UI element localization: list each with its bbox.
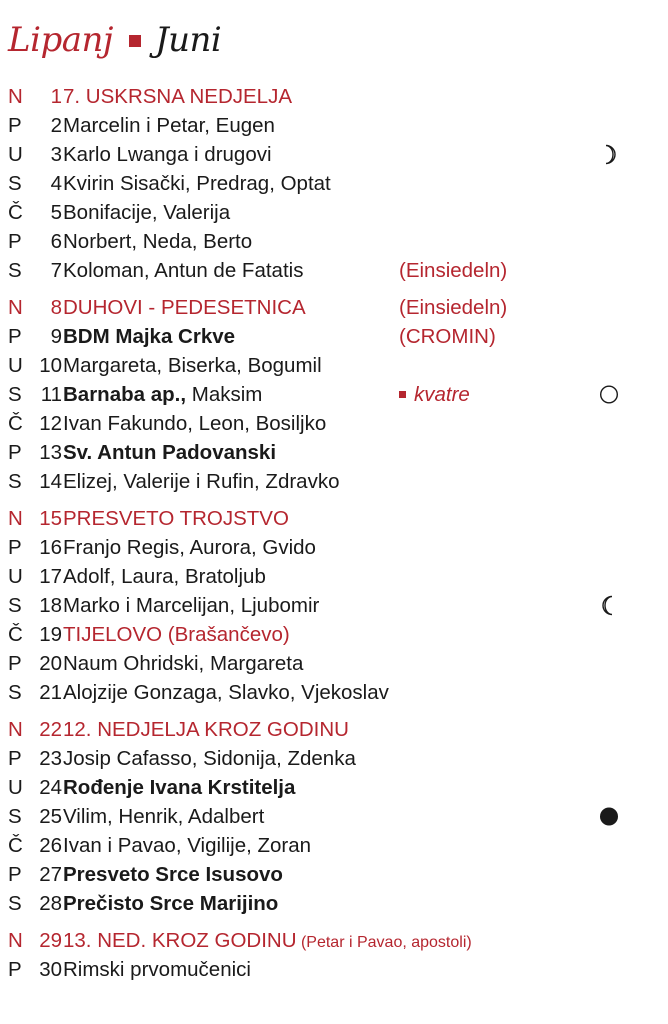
weekday-letter: U	[8, 776, 23, 799]
day-saints	[63, 256, 303, 285]
weekday-letter: P	[8, 114, 22, 137]
day-row	[8, 82, 648, 111]
weekday-letter: S	[8, 259, 22, 282]
day-row	[8, 467, 648, 496]
day-row	[8, 533, 648, 562]
weekday-letter: P	[8, 536, 22, 559]
weekday-letter: P	[8, 441, 22, 464]
saint-names: 12. NEDJELJA KROZ GODINU	[63, 718, 349, 741]
weekday-letter: Č	[8, 201, 23, 224]
day-number: 8	[50, 296, 62, 319]
saint-names: PRESVETO TROJSTVO	[63, 507, 289, 530]
day-note	[399, 256, 507, 285]
saint-names: Josip Cafasso, Sidonija, Zdenka	[63, 747, 356, 770]
day-saints	[63, 773, 295, 802]
day-number: 2	[50, 114, 62, 137]
day-row	[8, 773, 648, 802]
day-number: 3	[50, 143, 62, 166]
day-row	[8, 678, 648, 707]
day-row	[8, 293, 648, 322]
day-note	[399, 322, 496, 351]
weekday-letter: N	[8, 507, 23, 530]
month-title-croatian: Lipanj	[8, 20, 113, 60]
day-number: 28	[39, 892, 62, 915]
day-row	[8, 649, 648, 678]
saint-names: Naum Ohridski, Margareta	[63, 652, 304, 675]
weekday-letter: P	[8, 652, 22, 675]
feast-name-bold: Prečisto Srce Marijino	[63, 892, 279, 915]
saint-names: Ivan Fakundo, Leon, Bosiljko	[63, 412, 327, 435]
weekday-letter: S	[8, 383, 22, 406]
saint-names: TIJELOVO (Brašančevo)	[63, 623, 290, 646]
page-header	[8, 10, 221, 70]
day-row	[8, 504, 648, 533]
day-row	[8, 111, 648, 140]
day-saints	[63, 591, 319, 620]
day-saints	[63, 649, 303, 678]
day-number: 24	[39, 776, 62, 799]
day-saints	[63, 926, 472, 957]
weekday-letter: P	[8, 958, 22, 981]
month-title-german: Juni	[154, 20, 222, 60]
weekday-letter: P	[8, 230, 22, 253]
weekday-letter: S	[8, 594, 22, 617]
weekday-letter: N	[8, 929, 23, 952]
saint-names: 7. USKRSNA NEDJELJA	[63, 85, 292, 108]
day-number: 18	[39, 594, 62, 617]
weekday-letter: S	[8, 172, 22, 195]
day-row	[8, 620, 648, 649]
weekday-letter: Č	[8, 623, 23, 646]
day-row	[8, 802, 648, 831]
saint-names: Margareta, Biserka, Bogumil	[63, 354, 322, 377]
weekday-letter: S	[8, 681, 22, 704]
day-number: 19	[39, 623, 62, 646]
weekday-letter: U	[8, 354, 23, 377]
saint-names: Ivan i Pavao, Vigilije, Zoran	[63, 834, 312, 857]
saint-names: Franjo Regis, Aurora, Gvido	[63, 536, 316, 559]
day-row	[8, 889, 648, 918]
day-row	[8, 955, 648, 984]
day-row	[8, 198, 648, 227]
weekday-letter: Č	[8, 412, 23, 435]
saint-names: Koloman, Antun de Fatatis	[63, 259, 304, 282]
saint-names: Rimski prvomučenici	[63, 958, 251, 981]
weekday-letter: Č	[8, 834, 23, 857]
day-saints	[63, 322, 235, 351]
day-saints	[63, 715, 349, 744]
saint-names: DUHOVI - PEDESETNICA	[63, 296, 306, 319]
day-number: 7	[50, 259, 62, 282]
day-saints	[63, 562, 266, 591]
weekday-letter: P	[8, 863, 22, 886]
day-number: 11	[40, 383, 62, 406]
day-number: 15	[39, 507, 62, 530]
day-saints	[63, 831, 311, 860]
day-number: 22	[39, 718, 62, 741]
day-saints	[63, 533, 316, 562]
day-number: 13	[39, 441, 62, 464]
day-saints	[63, 467, 339, 496]
day-number: 16	[39, 536, 62, 559]
weekday-letter: P	[8, 747, 22, 770]
weekday-letter: N	[8, 85, 23, 108]
day-row	[8, 591, 648, 620]
day-note-text: (Einsiedeln)	[399, 296, 508, 319]
day-saints	[63, 227, 252, 256]
day-number: 23	[39, 747, 62, 770]
weekday-letter: U	[8, 565, 23, 588]
feast-name-bold: Rođenje Ivana Krstitelja	[63, 776, 296, 799]
day-saints	[63, 111, 275, 140]
day-saints	[63, 293, 306, 322]
note-square-marker	[399, 391, 406, 398]
day-saints	[63, 860, 283, 889]
day-number: 30	[39, 958, 62, 981]
day-number: 5	[50, 201, 62, 224]
saint-names: Maksim	[186, 383, 263, 406]
day-note-text: (CROMIN)	[399, 325, 496, 348]
day-note	[399, 380, 470, 409]
day-row	[8, 860, 648, 889]
day-row	[8, 409, 648, 438]
day-row	[8, 831, 648, 860]
day-number: 27	[39, 863, 62, 886]
day-row	[8, 715, 648, 744]
saint-names: Bonifacije, Valerija	[63, 201, 231, 224]
weekday-letter: N	[8, 718, 23, 741]
day-number: 26	[39, 834, 62, 857]
day-saints	[63, 169, 331, 198]
day-saints	[63, 351, 322, 380]
day-row	[8, 744, 648, 773]
day-number: 9	[50, 325, 62, 348]
day-saints	[63, 955, 251, 984]
saint-names: Alojzije Gonzaga, Slavko, Vjekoslav	[63, 681, 389, 704]
day-saints	[63, 620, 290, 649]
weekday-letter: S	[8, 805, 22, 828]
day-number: 21	[39, 681, 62, 704]
day-note	[399, 293, 507, 322]
day-row	[8, 380, 648, 409]
saint-names: (Petar i Pavao, apostoli)	[296, 934, 472, 951]
saint-names: Norbert, Neda, Berto	[63, 230, 253, 253]
day-note-text: (Einsiedeln)	[399, 259, 508, 282]
day-saints	[63, 504, 289, 533]
day-saints	[63, 678, 389, 707]
day-saints	[63, 380, 262, 409]
saint-names: Marko i Marcelijan, Ljubomir	[63, 594, 320, 617]
feast-name-bold: BDM Majka Crkve	[63, 325, 236, 348]
day-row	[8, 351, 648, 380]
day-saints	[63, 438, 276, 467]
saint-names: Elizej, Valerije i Rufin, Zdravko	[63, 470, 340, 493]
day-saints	[63, 409, 326, 438]
day-saints	[63, 889, 278, 918]
waning-crescent-icon	[598, 140, 620, 169]
day-row	[8, 562, 648, 591]
saint-names: 13. NED. KROZ GODINU	[63, 929, 297, 952]
feast-name-bold: Presveto Srce Isusovo	[63, 863, 283, 886]
day-number: 6	[50, 230, 62, 253]
day-saints	[63, 140, 272, 169]
day-number: 25	[39, 805, 62, 828]
day-list	[8, 82, 648, 984]
weekday-letter: S	[8, 892, 22, 915]
weekday-letter: N	[8, 296, 23, 319]
day-note-text: kvatre	[414, 383, 470, 406]
day-number: 10	[39, 354, 62, 377]
day-number: 17	[39, 565, 62, 588]
day-saints	[63, 744, 356, 773]
day-saints	[63, 82, 292, 111]
day-saints	[63, 802, 264, 831]
day-number: 29	[39, 929, 62, 952]
full-moon-icon	[598, 380, 620, 409]
weekday-letter: P	[8, 325, 22, 348]
day-number: 1	[50, 85, 62, 108]
title-separator-square	[129, 35, 141, 47]
day-number: 14	[39, 470, 62, 493]
weekday-letter: U	[8, 143, 23, 166]
day-saints	[63, 198, 230, 227]
saint-names: Karlo Lwanga i drugovi	[63, 143, 272, 166]
new-moon-icon	[598, 802, 620, 831]
weekday-letter: S	[8, 470, 22, 493]
day-row	[8, 140, 648, 169]
waxing-crescent-icon	[598, 591, 620, 620]
feast-name-bold: Sv. Antun Padovanski	[63, 441, 277, 464]
day-row	[8, 438, 648, 467]
saint-names: Marcelin i Petar, Eugen	[63, 114, 275, 137]
day-number: 20	[39, 652, 62, 675]
saint-names: Kvirin Sisački, Predrag, Optat	[63, 172, 331, 195]
day-row	[8, 322, 648, 351]
day-row	[8, 256, 648, 285]
day-row	[8, 169, 648, 198]
day-row	[8, 926, 648, 955]
feast-name-bold: Barnaba ap.,	[63, 383, 187, 406]
saint-names: Adolf, Laura, Bratoljub	[63, 565, 266, 588]
day-number: 12	[39, 412, 62, 435]
day-number: 4	[50, 172, 62, 195]
day-row	[8, 227, 648, 256]
saint-names: Vilim, Henrik, Adalbert	[63, 805, 265, 828]
